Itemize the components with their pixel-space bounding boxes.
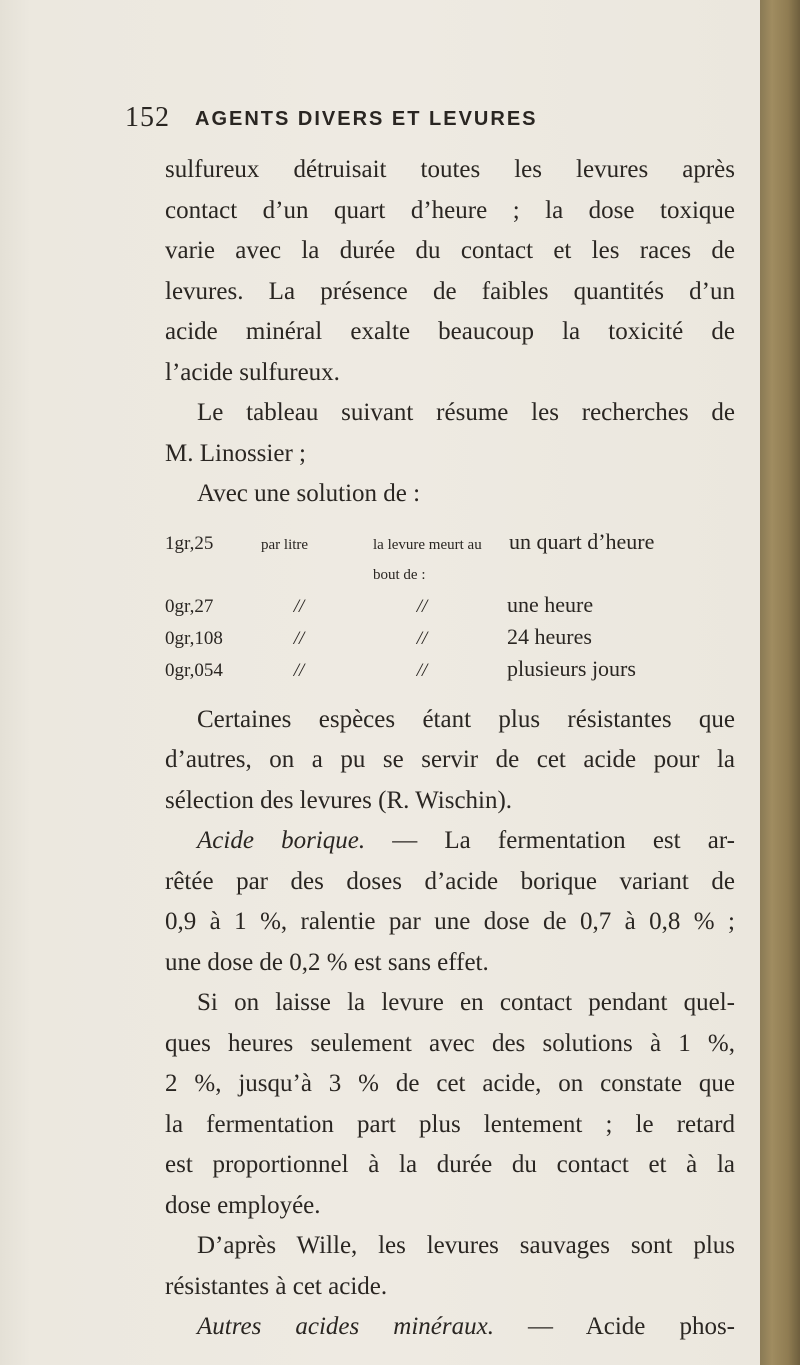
text-line: contact d’un quart d’heure ; la dose toxique (165, 196, 735, 224)
text-line: résistantes à cet acide. (165, 1272, 388, 1300)
page-number: 152 (125, 102, 170, 133)
dose-table (165, 527, 735, 686)
paragraph-acide-borique (165, 821, 735, 983)
text-line: la fermentation part plus lentement ; le retard (165, 1110, 735, 1138)
paragraph-wille (165, 1226, 735, 1307)
result-cell: un quart d’heure (509, 528, 655, 554)
unit-cell: // (293, 627, 305, 649)
result-cell: une heure (507, 591, 594, 617)
dose-cell: 0gr,108 (165, 627, 223, 649)
paragraph-solution: Avec une solution de : (197, 480, 421, 507)
text-cell: // (416, 659, 428, 681)
text-line: Certaines espèces étant plus résistantes que (197, 705, 735, 733)
book-spine-edge (760, 0, 800, 1365)
text-line: M. Linossier ; (165, 439, 306, 467)
table-row (165, 590, 735, 622)
page-header (125, 102, 735, 142)
unit-cell: // (293, 659, 305, 681)
text-line: ques heures seulement avec des solutions à 1 %, (165, 1029, 735, 1057)
text-line: varie avec la durée du contact et les races de (165, 237, 735, 264)
section-title: Autres acides minéraux. (197, 1313, 494, 1340)
unit-cell: par litre (261, 536, 309, 553)
paragraph-contact (165, 983, 735, 1226)
unit-cell: // (293, 595, 305, 617)
paragraph-especes (165, 700, 735, 822)
result-cell: plusieurs jours (507, 655, 636, 681)
text-span: — Acide phos- (493, 1313, 735, 1340)
dose-cell: 1gr,25 (165, 532, 214, 554)
text-line: une dose de 0,2 % est sans effet. (165, 948, 489, 976)
text-cell: // (416, 627, 428, 649)
body-text (165, 150, 735, 1348)
text-line (165, 821, 735, 862)
text-line: rêtée par des doses d’acide borique variant de (165, 867, 735, 895)
table-row (165, 527, 735, 590)
text-line: levures. La présence de faibles quantités d’un (165, 277, 735, 305)
text-line: sulfureux détruisait toutes les levures après (165, 156, 735, 183)
text-line: d’autres, on a pu se servir de cet acide pour la (165, 746, 735, 773)
table-row (165, 622, 735, 654)
text-line: est proportionnel à la durée du contact et à la (165, 1151, 735, 1178)
result-cell: 24 heures (507, 623, 592, 649)
paragraph-autres-acides (165, 1307, 735, 1348)
text-line: l’acide sulfureux. (165, 358, 340, 386)
text-line: dose employée. (165, 1191, 321, 1219)
text-line: 0,9 à 1 %, ralentie par une dose de 0,7 à 0,8 % ; (165, 908, 735, 935)
running-head: AGENTS DIVERS ET LEVURES (195, 108, 538, 130)
text-span: — La fermentation est ar- (365, 827, 735, 854)
dose-cell: 0gr,054 (165, 659, 223, 681)
text-line: Le tableau suivant résume les recherches de (197, 399, 735, 426)
table-row (165, 654, 735, 686)
section-title: Acide borique. (197, 827, 366, 854)
text-line: acide minéral exalte beaucoup la toxicité de (165, 318, 735, 345)
paragraph-tableau (165, 393, 735, 474)
dose-cell: 0gr,27 (165, 595, 214, 617)
text-line: D’après Wille, les levures sauvages sont plus (197, 1232, 735, 1259)
text-line: 2 %, jusqu’à 3 % de cet acide, on constate que (165, 1070, 735, 1097)
text-cell: // (416, 595, 428, 617)
text-line: sélection des levures (R. Wischin). (165, 786, 513, 814)
paragraph-sulfureux (165, 150, 735, 393)
text-cell: la levure meurt au bout de : (373, 536, 482, 583)
text-line: Si on laisse la levure en contact pendant quel- (197, 989, 735, 1016)
